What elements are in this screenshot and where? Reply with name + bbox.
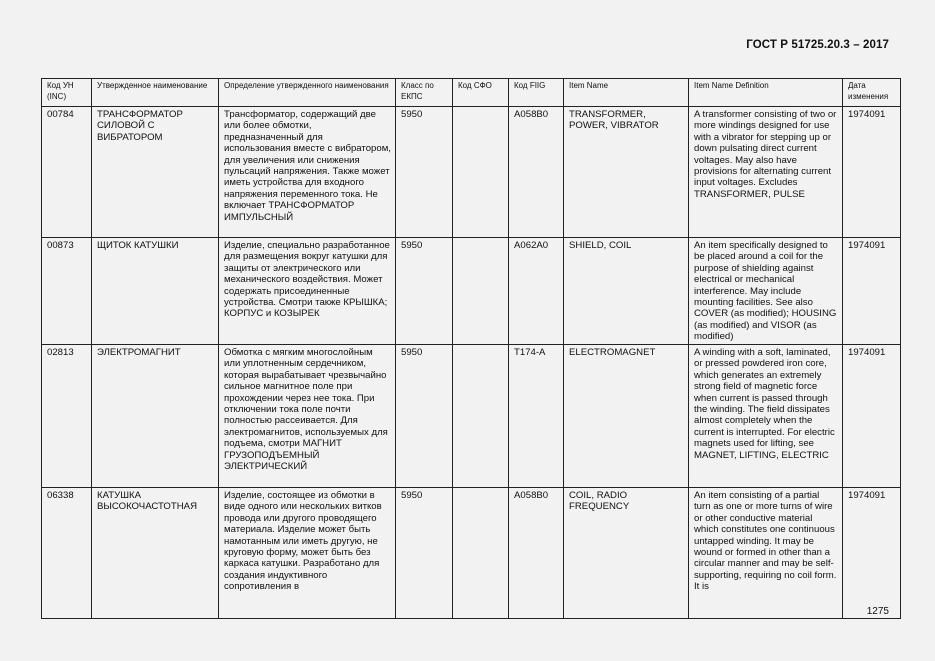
table-row: [42, 345, 901, 488]
cell-definition-ru: Трансформатор, содержащий две или более обмотки, предназначенный для использования вместе с вибратором, для увеличения или снижения пульсаций напряжения. Также может иметь устройства для входного напряжения переменного тока. Не включает ТРАНСФОРМАТОР ИМПУЛЬСНЫЙ: [219, 107, 396, 238]
cell-name-ru: ЩИТОК КАТУШКИ: [92, 238, 219, 345]
cell-class: 5950: [396, 107, 453, 238]
cell-inc: 06338: [42, 488, 92, 619]
col-header-item-name: Item Name: [564, 79, 689, 107]
cell-definition-en: An item consisting of a partial turn as one or more turns of wire or other conductive material which constitutes one continuous untapped winding. It may be wound or formed in other than a circular manner and may be self-supporting, requiring no coil form. It is: [689, 488, 843, 619]
cell-sfo: [453, 107, 509, 238]
table-row: [42, 238, 901, 345]
cell-date: 1974091: [843, 345, 901, 488]
cell-sfo: [453, 238, 509, 345]
cell-fiig: A058B0: [509, 107, 564, 238]
cell-definition-ru: Изделие, состоящее из обмотки в виде одного или нескольких витков провода или другого проводящего материала. Изделие может быть намотанным или иметь другую, не круговую форму, может быть без каркаса катушки. Разработано для создания индуктивного сопротивления в: [219, 488, 396, 619]
col-header-change-date: Дата изменения: [843, 79, 901, 107]
col-header-approved-name-definition: Определение утвержденного наименования: [219, 79, 396, 107]
col-header-class: Класс по ЕКПС: [396, 79, 453, 107]
col-header-approved-name: Утвержденное наименование: [92, 79, 219, 107]
cell-inc: 02813: [42, 345, 92, 488]
cell-definition-ru: Обмотка с мягким многослойным или уплотненным сердечником, которая вырабатывает чрезвычайно сильное магнитное поле при прохождении через нее тока. При отключении тока поле почти полностью рассеивается. Для электромагнитов, используемых для подъема, смотри МАГНИТ ГРУЗОПОДЪЕМНЫЙ ЭЛЕКТРИЧЕСКИЙ: [219, 345, 396, 488]
item-names-table: [41, 78, 901, 619]
cell-class: 5950: [396, 238, 453, 345]
page-number: 1275: [866, 606, 889, 617]
col-header-inc: Код УН (INC): [42, 79, 92, 107]
cell-date: 1974091: [843, 238, 901, 345]
col-header-fiig: Код FIIG: [509, 79, 564, 107]
cell-name-en: ELECTROMAGNET: [564, 345, 689, 488]
cell-name-ru: КАТУШКА ВЫСОКОЧАСТОТНАЯ: [92, 488, 219, 619]
cell-name-en: SHIELD, COIL: [564, 238, 689, 345]
cell-definition-en: A transformer consisting of two or more windings designed for use with a vibrator for stepping up or down pulsating direct current voltages. May also have provisions for alternating current input voltages. Excludes TRANSFORMER, PULSE: [689, 107, 843, 238]
cell-date: 1974091: [843, 488, 901, 619]
cell-sfo: [453, 488, 509, 619]
cell-name-ru: ЭЛЕКТРОМАГНИТ: [92, 345, 219, 488]
cell-definition-ru: Изделие, специально разработанное для размещения вокруг катушки для защиты от электрического или механического воздействия. Может содержать присоединенные устройства. Смотри также КРЫШКА; КОРПУС и КОЗЫРЕК: [219, 238, 396, 345]
table-row: [42, 107, 901, 238]
table-row: [42, 488, 901, 619]
cell-name-en: COIL, RADIO FREQUENCY: [564, 488, 689, 619]
cell-name-ru: ТРАНСФОРМАТОР СИЛОВОЙ С ВИБРАТОРОМ: [92, 107, 219, 238]
cell-definition-en: An item specifically designed to be placed around a coil for the purpose of shielding against electrical or mechanical interference. May include mounting facilities. See also COVER (as modified); HOUSING (as modified) and VISOR (as modified): [689, 238, 843, 345]
cell-sfo: [453, 345, 509, 488]
cell-fiig: T174-A: [509, 345, 564, 488]
cell-definition-en: A winding with a soft, laminated, or pressed powdered iron core, which generates an extremely strong field of magnetic force when current is passed through the winding. The field dissipates almost completely when the current is interrupted. For electric magnets used for lifting, see MAGNET, LIFTING, ELECTRIC: [689, 345, 843, 488]
cell-name-en: TRANSFORMER, POWER, VIBRATOR: [564, 107, 689, 238]
cell-inc: 00873: [42, 238, 92, 345]
document-header: ГОСТ Р 51725.20.3 – 2017: [746, 39, 889, 51]
cell-fiig: A058B0: [509, 488, 564, 619]
col-header-item-name-definition: Item Name Definition: [689, 79, 843, 107]
col-header-sfo: Код СФО: [453, 79, 509, 107]
cell-class: 5950: [396, 488, 453, 619]
cell-date: 1974091: [843, 107, 901, 238]
table-header-row: [42, 79, 901, 107]
cell-class: 5950: [396, 345, 453, 488]
cell-inc: 00784: [42, 107, 92, 238]
cell-fiig: A062A0: [509, 238, 564, 345]
